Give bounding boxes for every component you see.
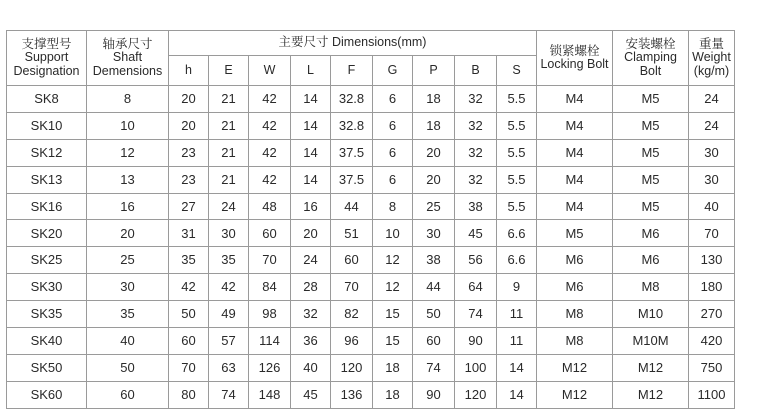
clamping-bolt-header-zh: 安装螺栓 xyxy=(625,37,676,52)
cell-l: 14 xyxy=(291,112,331,139)
cell-s: 9 xyxy=(497,274,537,301)
cell-w: 70 xyxy=(249,247,291,274)
cell-designation: SK8 xyxy=(7,86,87,113)
cell-b: 100 xyxy=(455,354,497,381)
cell-e: 21 xyxy=(209,139,249,166)
clamping-bolt-header xyxy=(613,31,689,86)
cell-h: 23 xyxy=(169,166,209,193)
cell-l: 40 xyxy=(291,354,331,381)
cell-locking-bolt: M4 xyxy=(537,193,613,220)
cell-w: 60 xyxy=(249,220,291,247)
weight-header-en: Weight (kg/m) xyxy=(692,50,731,78)
cell-w: 84 xyxy=(249,274,291,301)
shaft-header xyxy=(87,31,169,86)
cell-e: 74 xyxy=(209,381,249,408)
cell-g: 6 xyxy=(373,112,413,139)
cell-g: 12 xyxy=(373,247,413,274)
dim-col-s-header: S xyxy=(497,56,537,86)
cell-f: 51 xyxy=(331,220,373,247)
table-row xyxy=(7,247,735,274)
cell-w: 148 xyxy=(249,381,291,408)
cell-designation: SK25 xyxy=(7,247,87,274)
cell-weight: 1100 xyxy=(689,381,735,408)
cell-e: 21 xyxy=(209,166,249,193)
cell-f: 96 xyxy=(331,328,373,355)
cell-shaft: 60 xyxy=(87,381,169,408)
cell-g: 8 xyxy=(373,193,413,220)
cell-e: 24 xyxy=(209,193,249,220)
cell-f: 136 xyxy=(331,381,373,408)
cell-w: 48 xyxy=(249,193,291,220)
locking-bolt-header xyxy=(537,31,613,86)
cell-locking-bolt: M4 xyxy=(537,112,613,139)
cell-shaft: 16 xyxy=(87,193,169,220)
cell-f: 120 xyxy=(331,354,373,381)
table-row xyxy=(7,328,735,355)
dim-col-l-header: L xyxy=(291,56,331,86)
spec-table xyxy=(6,30,735,409)
cell-h: 70 xyxy=(169,354,209,381)
cell-weight: 180 xyxy=(689,274,735,301)
cell-f: 44 xyxy=(331,193,373,220)
designation-header-en: Support Designation xyxy=(13,50,80,78)
cell-s: 5.5 xyxy=(497,139,537,166)
cell-clamping-bolt: M6 xyxy=(613,247,689,274)
cell-p: 20 xyxy=(413,139,455,166)
cell-shaft: 12 xyxy=(87,139,169,166)
cell-p: 60 xyxy=(413,328,455,355)
cell-locking-bolt: M6 xyxy=(537,247,613,274)
cell-e: 21 xyxy=(209,86,249,113)
cell-weight: 420 xyxy=(689,328,735,355)
cell-h: 20 xyxy=(169,86,209,113)
cell-weight: 24 xyxy=(689,112,735,139)
dim-col-e-header: E xyxy=(209,56,249,86)
cell-designation: SK16 xyxy=(7,193,87,220)
cell-shaft: 20 xyxy=(87,220,169,247)
cell-e: 57 xyxy=(209,328,249,355)
cell-s: 14 xyxy=(497,381,537,408)
cell-s: 5.5 xyxy=(497,193,537,220)
cell-locking-bolt: M8 xyxy=(537,328,613,355)
cell-shaft: 50 xyxy=(87,354,169,381)
cell-shaft: 8 xyxy=(87,86,169,113)
cell-h: 50 xyxy=(169,301,209,328)
cell-weight: 30 xyxy=(689,139,735,166)
cell-b: 120 xyxy=(455,381,497,408)
locking-bolt-header-zh: 锁紧螺栓 xyxy=(549,43,600,58)
cell-l: 28 xyxy=(291,274,331,301)
cell-shaft: 40 xyxy=(87,328,169,355)
cell-s: 5.5 xyxy=(497,86,537,113)
cell-w: 42 xyxy=(249,86,291,113)
cell-b: 32 xyxy=(455,112,497,139)
spec-table-container xyxy=(6,30,735,409)
cell-h: 31 xyxy=(169,220,209,247)
weight-header-zh: 重量 xyxy=(698,37,724,52)
clamping-bolt-header-en: Clamping Bolt xyxy=(624,50,677,78)
dim-col-h-header: h xyxy=(169,56,209,86)
cell-locking-bolt: M4 xyxy=(537,139,613,166)
cell-clamping-bolt: M5 xyxy=(613,112,689,139)
cell-w: 42 xyxy=(249,166,291,193)
cell-g: 18 xyxy=(373,381,413,408)
cell-f: 37.5 xyxy=(331,166,373,193)
cell-clamping-bolt: M5 xyxy=(613,139,689,166)
cell-e: 63 xyxy=(209,354,249,381)
cell-weight: 130 xyxy=(689,247,735,274)
cell-w: 114 xyxy=(249,328,291,355)
cell-designation: SK40 xyxy=(7,328,87,355)
cell-p: 18 xyxy=(413,86,455,113)
cell-b: 32 xyxy=(455,166,497,193)
cell-w: 42 xyxy=(249,112,291,139)
cell-p: 18 xyxy=(413,112,455,139)
cell-b: 32 xyxy=(455,139,497,166)
cell-locking-bolt: M12 xyxy=(537,354,613,381)
cell-designation: SK60 xyxy=(7,381,87,408)
cell-locking-bolt: M4 xyxy=(537,166,613,193)
cell-l: 14 xyxy=(291,139,331,166)
table-row xyxy=(7,86,735,113)
cell-h: 27 xyxy=(169,193,209,220)
cell-designation: SK20 xyxy=(7,220,87,247)
dimensions-header: 主要尺寸 Dimensions(mm) xyxy=(169,31,537,56)
cell-shaft: 25 xyxy=(87,247,169,274)
cell-g: 6 xyxy=(373,86,413,113)
cell-p: 30 xyxy=(413,220,455,247)
cell-clamping-bolt: M10 xyxy=(613,301,689,328)
cell-s: 11 xyxy=(497,328,537,355)
cell-h: 35 xyxy=(169,247,209,274)
dim-col-f-header: F xyxy=(331,56,373,86)
cell-weight: 30 xyxy=(689,166,735,193)
cell-h: 23 xyxy=(169,139,209,166)
cell-locking-bolt: M12 xyxy=(537,381,613,408)
cell-e: 30 xyxy=(209,220,249,247)
cell-clamping-bolt: M5 xyxy=(613,166,689,193)
cell-shaft: 13 xyxy=(87,166,169,193)
cell-w: 126 xyxy=(249,354,291,381)
cell-clamping-bolt: M5 xyxy=(613,86,689,113)
cell-h: 80 xyxy=(169,381,209,408)
cell-g: 10 xyxy=(373,220,413,247)
table-row xyxy=(7,274,735,301)
cell-h: 60 xyxy=(169,328,209,355)
cell-b: 90 xyxy=(455,328,497,355)
cell-l: 16 xyxy=(291,193,331,220)
dim-col-g-header: G xyxy=(373,56,413,86)
cell-clamping-bolt: M8 xyxy=(613,274,689,301)
designation-header-zh: 支撑型号 xyxy=(21,37,72,52)
shaft-header-en: Shaft Demensions xyxy=(92,50,163,78)
cell-s: 11 xyxy=(497,301,537,328)
cell-locking-bolt: M5 xyxy=(537,220,613,247)
cell-h: 20 xyxy=(169,112,209,139)
cell-shaft: 30 xyxy=(87,274,169,301)
table-row xyxy=(7,112,735,139)
cell-g: 6 xyxy=(373,139,413,166)
table-row xyxy=(7,354,735,381)
cell-f: 37.5 xyxy=(331,139,373,166)
cell-designation: SK12 xyxy=(7,139,87,166)
cell-designation: SK30 xyxy=(7,274,87,301)
cell-weight: 70 xyxy=(689,220,735,247)
cell-g: 12 xyxy=(373,274,413,301)
cell-p: 74 xyxy=(413,354,455,381)
cell-f: 32.8 xyxy=(331,112,373,139)
cell-b: 64 xyxy=(455,274,497,301)
cell-g: 18 xyxy=(373,354,413,381)
cell-e: 21 xyxy=(209,112,249,139)
cell-l: 14 xyxy=(291,86,331,113)
cell-locking-bolt: M8 xyxy=(537,301,613,328)
cell-l: 32 xyxy=(291,301,331,328)
cell-weight: 270 xyxy=(689,301,735,328)
cell-f: 82 xyxy=(331,301,373,328)
cell-g: 15 xyxy=(373,301,413,328)
cell-l: 45 xyxy=(291,381,331,408)
cell-e: 35 xyxy=(209,247,249,274)
cell-s: 6.6 xyxy=(497,220,537,247)
cell-clamping-bolt: M12 xyxy=(613,354,689,381)
cell-locking-bolt: M6 xyxy=(537,274,613,301)
cell-clamping-bolt: M10M xyxy=(613,328,689,355)
table-row xyxy=(7,301,735,328)
cell-p: 38 xyxy=(413,247,455,274)
cell-weight: 24 xyxy=(689,86,735,113)
cell-f: 70 xyxy=(331,274,373,301)
cell-clamping-bolt: M12 xyxy=(613,381,689,408)
cell-s: 14 xyxy=(497,354,537,381)
cell-e: 49 xyxy=(209,301,249,328)
cell-g: 6 xyxy=(373,166,413,193)
cell-b: 56 xyxy=(455,247,497,274)
table-row xyxy=(7,166,735,193)
cell-l: 14 xyxy=(291,166,331,193)
cell-weight: 40 xyxy=(689,193,735,220)
table-row xyxy=(7,139,735,166)
cell-l: 20 xyxy=(291,220,331,247)
cell-p: 25 xyxy=(413,193,455,220)
spec-table-body xyxy=(7,86,735,409)
cell-s: 5.5 xyxy=(497,166,537,193)
cell-g: 15 xyxy=(373,328,413,355)
cell-shaft: 10 xyxy=(87,112,169,139)
cell-h: 42 xyxy=(169,274,209,301)
cell-weight: 750 xyxy=(689,354,735,381)
cell-l: 24 xyxy=(291,247,331,274)
cell-clamping-bolt: M5 xyxy=(613,193,689,220)
cell-b: 38 xyxy=(455,193,497,220)
cell-s: 6.6 xyxy=(497,247,537,274)
cell-clamping-bolt: M6 xyxy=(613,220,689,247)
dim-col-b-header: B xyxy=(455,56,497,86)
cell-e: 42 xyxy=(209,274,249,301)
cell-p: 44 xyxy=(413,274,455,301)
cell-f: 60 xyxy=(331,247,373,274)
shaft-header-zh: 轴承尺寸 xyxy=(102,37,153,52)
cell-p: 50 xyxy=(413,301,455,328)
cell-f: 32.8 xyxy=(331,86,373,113)
cell-shaft: 35 xyxy=(87,301,169,328)
table-row xyxy=(7,381,735,408)
dim-col-p-header: P xyxy=(413,56,455,86)
locking-bolt-header-en: Locking Bolt xyxy=(540,57,609,71)
cell-b: 32 xyxy=(455,86,497,113)
cell-b: 74 xyxy=(455,301,497,328)
cell-b: 45 xyxy=(455,220,497,247)
cell-locking-bolt: M4 xyxy=(537,86,613,113)
cell-w: 42 xyxy=(249,139,291,166)
weight-header xyxy=(689,31,735,86)
cell-p: 20 xyxy=(413,166,455,193)
table-row xyxy=(7,193,735,220)
designation-header xyxy=(7,31,87,86)
dim-col-w-header: W xyxy=(249,56,291,86)
cell-s: 5.5 xyxy=(497,112,537,139)
cell-designation: SK10 xyxy=(7,112,87,139)
cell-designation: SK50 xyxy=(7,354,87,381)
cell-l: 36 xyxy=(291,328,331,355)
cell-designation: SK35 xyxy=(7,301,87,328)
table-row xyxy=(7,220,735,247)
cell-w: 98 xyxy=(249,301,291,328)
cell-p: 90 xyxy=(413,381,455,408)
cell-designation: SK13 xyxy=(7,166,87,193)
